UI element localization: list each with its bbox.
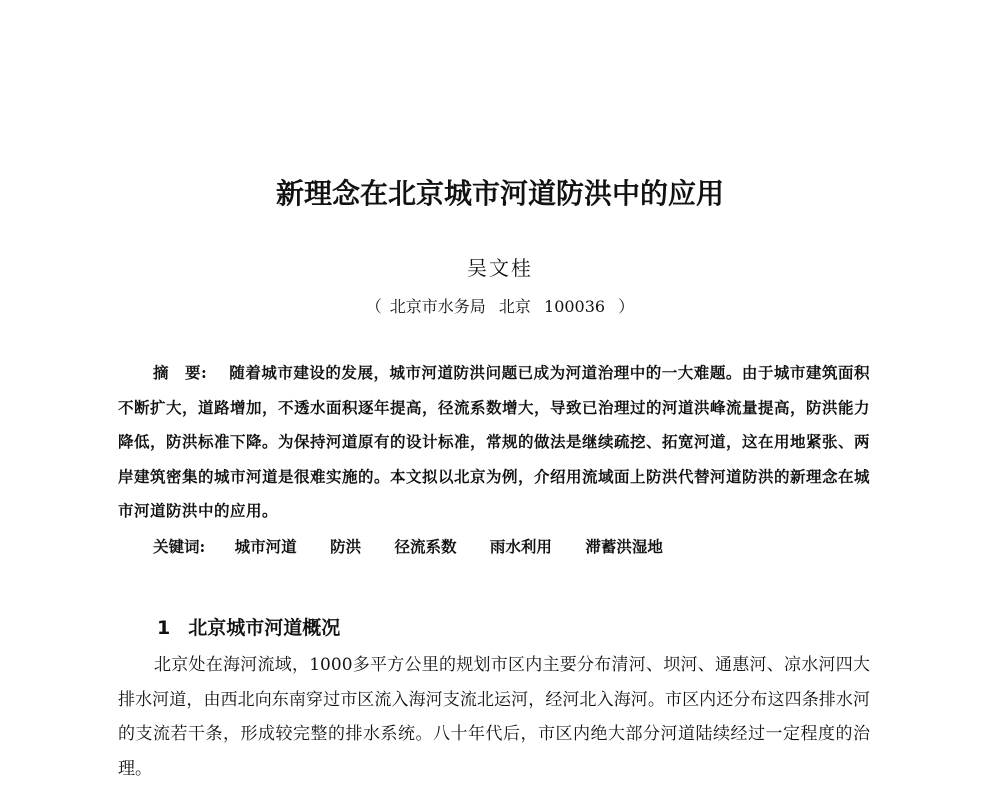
section-heading [157, 613, 340, 640]
section-paragraph: 北京处在海河流域，1000多平方公里的规划市区内主要分布清河、坝河、通惠河、凉水河四大排水河道，由西北向东南穿过市区流入海河支流北运河，经河北入海河。市区内还分布这四条排水河的支流若干条，形成较完整的排水系统。八十年代后，市区内绝大部分河道陆续经过一定程度的治理。 [118, 655, 870, 779]
abstract [118, 356, 870, 529]
affiliation-open: （ [365, 297, 382, 316]
abstract-label: 摘 要: [153, 363, 208, 382]
author-affiliation [0, 294, 1000, 317]
abstract-text: 随着城市建设的发展，城市河道防洪问题已成为河道治理中的一大难题。由于城市建筑面积不断扩大，道路增加，不透水面积逐年提高，径流系数增大，导致已治理过的河道洪峰流量提高，防洪能力降低，防洪标准下降。为保持河道原有的设计标准，常规的做法是继续疏挖、拓宽河道，这在用地紧张、两岸建筑密集的城市河道是很难实施的。本文拟以北京为例，介绍用流域面上防洪代替河道防洪的新理念在城市河道防洪中的应用。 [118, 363, 871, 521]
affiliation-city: 北京 [498, 297, 531, 316]
keywords [153, 535, 691, 557]
keyword-item: 滞蓄洪湿地 [585, 537, 663, 556]
paper-title: 新理念在北京城市河道防洪中的应用 [275, 177, 724, 210]
affiliation-postcode: 100036 [544, 297, 606, 316]
keyword-item: 城市河道 [234, 537, 297, 556]
keyword-item: 防洪 [330, 537, 362, 556]
affiliation-org: 北京市水务局 [389, 297, 486, 316]
section-number: 1 [157, 617, 171, 639]
section-title: 北京城市河道概况 [188, 617, 341, 639]
affiliation-close: ） [618, 297, 635, 316]
author-name: 吴文桂 [467, 256, 533, 280]
keywords-label: 关键词: [153, 537, 206, 556]
keyword-item: 雨水利用 [489, 537, 552, 556]
keyword-item: 径流系数 [394, 537, 457, 556]
